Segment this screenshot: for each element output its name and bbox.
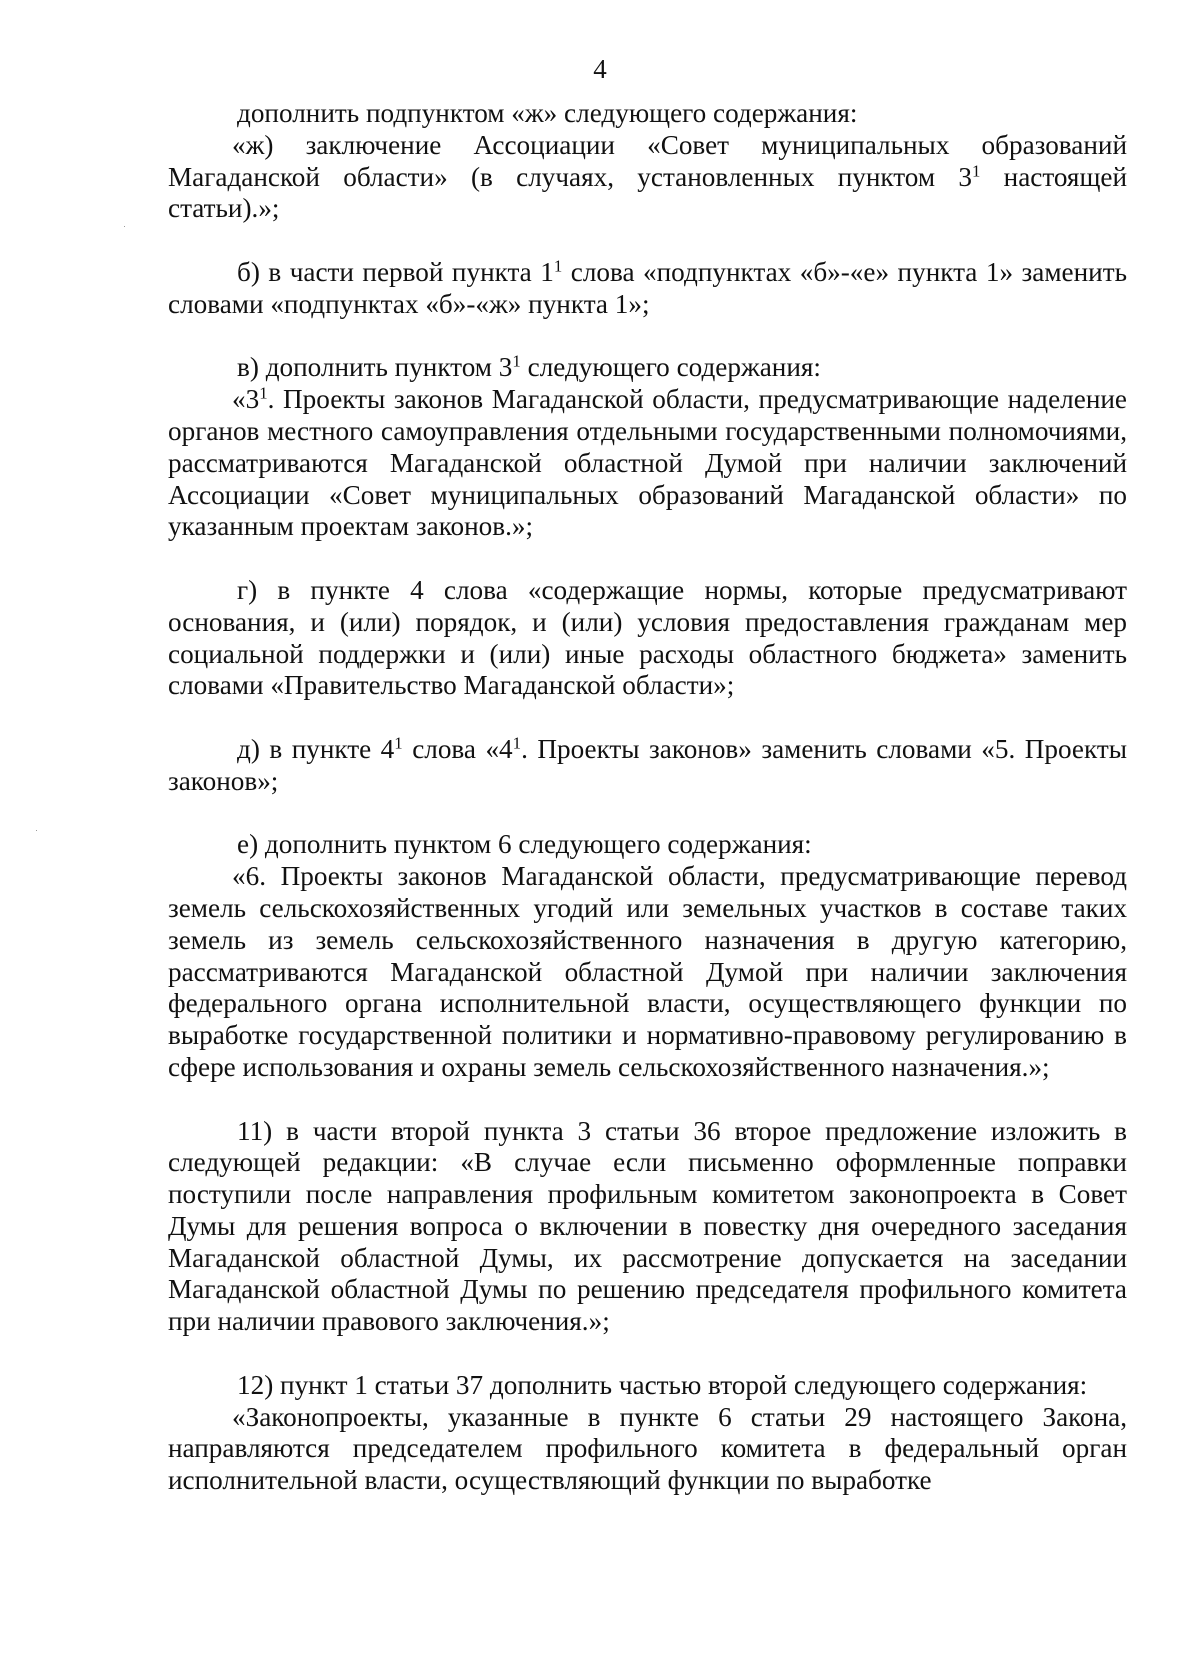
paragraph-g [168, 575, 1127, 702]
scan-speck [36, 830, 37, 831]
paragraph-text-cont: . Проекты законов Магаданской области, предусматривающие наделение органов местного самоуправления отдельными государственными полномочиями, рассматриваются Магаданской областной Думой при наличии заключений Ассоциации «Совет муниципальных образований Магаданской области» по указанным проектам законов.»; [168, 384, 1127, 542]
paragraph-text: «6. Проекты законов Магаданской области, предусматривающие перевод земель сельскохозяйственных угодий или земельных участков в составе таких земель из земель сельскохозяйственного назначения в другую категорию, рассматриваются Магаданской областной Думой при наличии заключения федерального органа исполнительной власти, осуществляющего функции по выработке государственной политики и нормативно-правовому регулированию в сфере использования и охраны земель сельскохозяйственного назначения.»; [168, 861, 1127, 1082]
superscript: 1 [394, 733, 403, 753]
paragraph-text: е) дополнить пунктом 6 следующего содержания: [237, 829, 812, 860]
paragraph-text: д) в пункте 4 [237, 733, 395, 764]
paragraph-text: б) в части первой пункта 1 [237, 256, 554, 287]
paragraph-text: дополнить подпунктом «ж» следующего содержания: [237, 98, 858, 128]
paragraph-point-3-1 [168, 384, 1127, 543]
paragraph-intro-zh [168, 98, 1127, 130]
paragraph-v [168, 352, 1127, 384]
paragraph-text: в) дополнить пунктом 3 [237, 352, 513, 383]
paragraph-b [168, 257, 1127, 321]
paragraph-text-cont: . Проекты законов» заменить словами «5. Проекты законов»; [168, 733, 1127, 796]
page-number: 4 [593, 54, 607, 84]
paragraph-text-mid: слова «4 [402, 733, 513, 764]
paragraph-text: «ж) заключение Ассоциации «Совет муниципальных образований Магаданской области» (в случаях, установленных пунктом 3 [168, 129, 1127, 192]
paragraph-zakonoproekty [168, 1402, 1127, 1497]
paragraph-d [168, 734, 1127, 798]
paragraph-subitem-zh [168, 130, 1127, 225]
superscript: 1 [971, 161, 981, 181]
scan-speck [124, 226, 125, 227]
paragraph-item-12 [168, 1370, 1127, 1402]
document-body [168, 98, 1127, 1497]
paragraph-text: «3 [232, 384, 260, 415]
paragraph-text: 12) пункт 1 статьи 37 дополнить частью второй следующего содержания: [237, 1369, 1088, 1400]
superscript: 1 [259, 383, 268, 403]
superscript: 1 [553, 256, 563, 276]
superscript: 1 [512, 352, 521, 372]
paragraph-text: г) в пункте 4 слова «содержащие нормы, которые предусматривают основания, и (или) порядок, и (или) условия предоставления гражданам мер социальной поддержки и (или) иные расходы областного бюджета» заменить словами «Правительство Магаданской области»; [168, 574, 1127, 701]
paragraph-e [168, 829, 1127, 861]
paragraph-item-11 [168, 1116, 1127, 1339]
paragraph-text-cont: настоящей статьи).»; [168, 161, 1127, 224]
paragraph-text: 11) в части второй пункта 3 статьи 36 второе предложение изложить в следующей редакции: «В случае если письменно оформленные поправки поступили после направления профильным комитетом законопроекта в Совет Думы для решения вопроса о включении в повестку дня очередного заседания Магаданской областной Думы, их рассмотрение допускается на заседании Магаданской областной Думы по решению председателя профильного комитета при наличии правового заключения.»; [168, 1115, 1127, 1337]
paragraph-text-cont: следующего содержания: [520, 352, 821, 383]
superscript: 1 [512, 733, 522, 753]
paragraph-point-6 [168, 861, 1127, 1084]
paragraph-text-cont: слова «подпунктах «б»-«е» пункта 1» заменить словами «подпунктах «б»-«ж» пункта 1»; [168, 256, 1127, 319]
paragraph-text: «Законопроекты, указанные в пункте 6 статьи 29 настоящего Закона, направляются председателем профильного комитета в федеральный орган исполнительной власти, осуществляющий функции по выработке [168, 1401, 1127, 1496]
